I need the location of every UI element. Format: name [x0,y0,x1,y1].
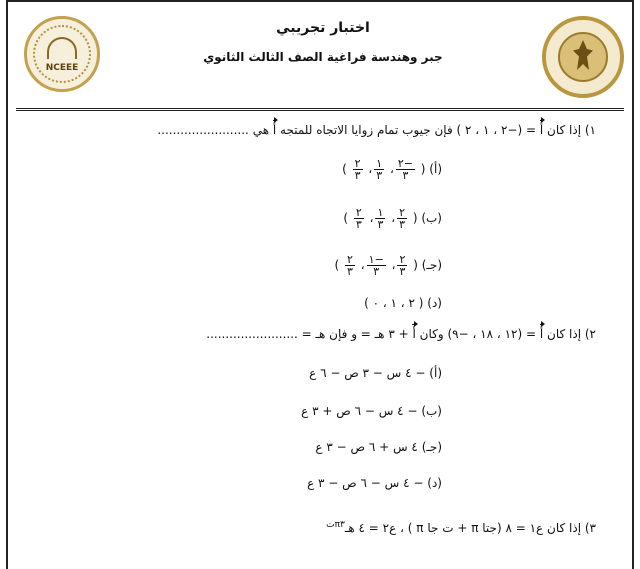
q2-option-a[interactable]: (أ) − ٤ س − ٣ ص − ٦ ع [309,366,442,380]
q2-option-b[interactable]: (ب) − ٤ س − ٦ ص + ٣ ع [301,404,442,418]
exam-page [6,0,634,569]
ministry-logo [542,16,624,98]
q1-option-c[interactable]: (جـ) ( $\frac{٢}{٣}$ ، $\frac{-١}{٣}$ ، $\frac{٢}{٣}$ ) [334,253,442,278]
q1-option-b[interactable]: (ب) ( $\frac{٢}{٣}$ ، $\frac{١}{٣}$ ، $\frac{٢}{٣}$ ) [343,206,442,231]
nceee-logo [24,16,100,92]
q2-option-c[interactable]: (جـ) ٤ س + ٦ ص − ٣ ع [315,440,442,454]
question-3: ٣) إذا كان ع١ = ٨ (جتا π + ت جا π ) ، ع٢ = ٤ هـ$^{\pi ٣ت}$ [326,520,596,535]
question-2: ٢) إذا كان أ = (١٢ ، ١٨ ، −٩) وكان أ + ٣ هـ = و فإن هـ = ........................ [206,324,596,341]
exam-title: اختبار تجريبي [276,20,370,36]
question-1: ١) إذا كان أ = (−٢ ، ١ ، ٢ ) فإن جيوب تمام زوايا الاتجاه للمتجه أ هي ........................ [157,120,596,137]
q1-option-a[interactable]: (أ) ( $\frac{-٢}{٣}$ ، $\frac{١}{٣}$ ، $\frac{٢}{٣}$ ) [342,157,442,182]
nceee-logo-text: NCEEE [45,63,79,73]
header-divider [16,108,624,111]
exponent: π٣ت [326,520,345,530]
q1-option-d[interactable]: (د) ( ٢ ، ١ ، ٠ ) [364,296,442,310]
exam-subtitle: جبر وهندسة فراغية الصف الثالث الثانوي [203,50,443,64]
q2-option-d[interactable]: (د) − ٤ س − ٦ ص − ٣ ع [307,476,442,490]
